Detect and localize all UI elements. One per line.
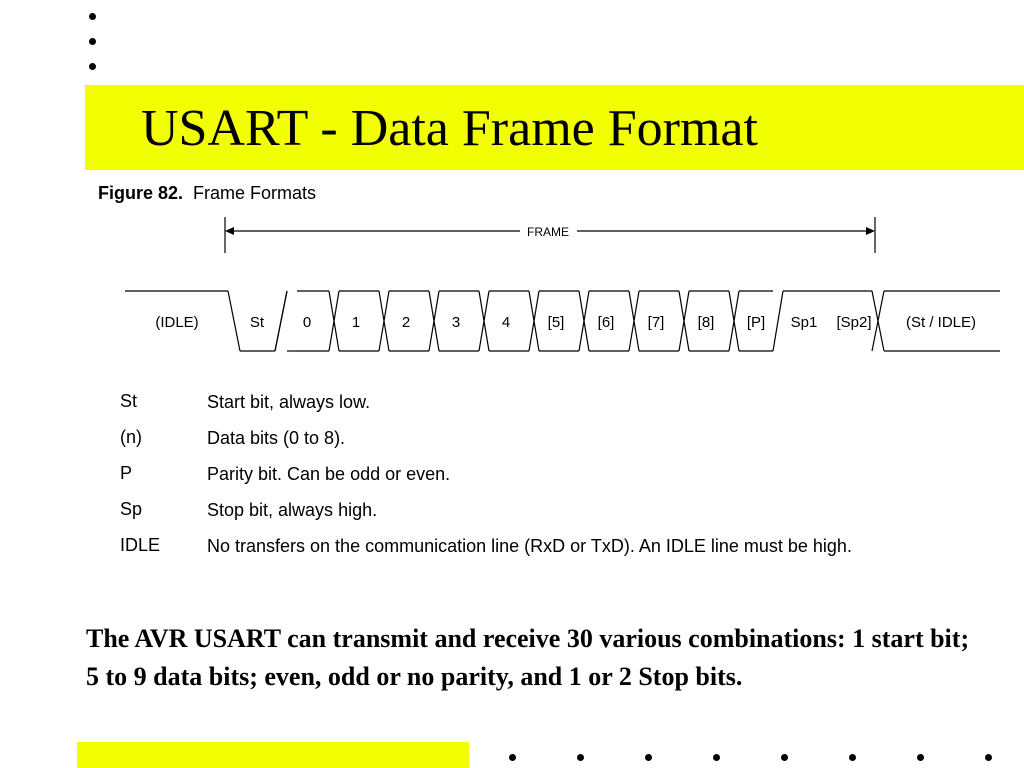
bit-label: St bbox=[249, 314, 265, 331]
frame-label: FRAME bbox=[527, 225, 569, 239]
legend-symbol: Sp bbox=[120, 499, 143, 519]
stop-rising-edge bbox=[773, 291, 783, 351]
bottom-bullet-2 bbox=[577, 754, 584, 761]
bit-label: [Sp2] bbox=[836, 314, 872, 331]
bit-label: (St / IDLE) bbox=[905, 314, 977, 331]
start-falling-edge bbox=[228, 291, 240, 351]
summary-text: The AVR USART can transmit and receive 30 various combinations: 1 start bit; 5 to 9 data bits; even, odd or no parity, and 1 or 2 Stop bits. bbox=[86, 624, 970, 691]
bit-labels bbox=[155, 314, 976, 331]
bit-label: [6] bbox=[597, 314, 615, 331]
bit-label: 4 bbox=[501, 314, 511, 331]
bit-label: (IDLE) bbox=[155, 314, 199, 331]
bit-label: 0 bbox=[302, 314, 312, 331]
figure-number: Figure 82. bbox=[98, 183, 184, 203]
figure-caption-text: Frame Formats bbox=[193, 183, 317, 203]
legend-symbol: (n) bbox=[120, 427, 142, 447]
slide-title: USART - Data Frame Format bbox=[141, 100, 758, 157]
bottom-bullet-5 bbox=[781, 754, 788, 761]
bottom-bullet-3 bbox=[645, 754, 652, 761]
footer-highlight-bar bbox=[77, 742, 469, 768]
bottom-bullet-7 bbox=[917, 754, 924, 761]
bottom-bullet-4 bbox=[713, 754, 720, 761]
bit-label: [P] bbox=[746, 314, 766, 331]
legend-description: Data bits (0 to 8). bbox=[207, 428, 346, 448]
bottom-bullet-8 bbox=[985, 754, 992, 761]
bit-label: [7] bbox=[647, 314, 665, 331]
legend-symbol: St bbox=[120, 391, 138, 411]
legend-description: Stop bit, always high. bbox=[207, 500, 378, 520]
bottom-bullet-1 bbox=[509, 754, 516, 761]
start-edge-shadow bbox=[275, 291, 287, 351]
legend-description: Start bit, always low. bbox=[207, 392, 371, 412]
legend-symbol: IDLE bbox=[120, 535, 161, 555]
legend-description: Parity bit. Can be odd or even. bbox=[207, 464, 451, 484]
bit-label: 3 bbox=[451, 314, 461, 331]
bit-label: Sp1 bbox=[790, 314, 818, 331]
bit-label: 1 bbox=[351, 314, 361, 331]
legend-description: No transfers on the communication line (RxD or TxD). An IDLE line must be high. bbox=[207, 536, 852, 556]
bit-label: [8] bbox=[697, 314, 715, 331]
legend-symbol: P bbox=[120, 463, 133, 483]
bit-label: 2 bbox=[401, 314, 411, 331]
bottom-bullet-6 bbox=[849, 754, 856, 761]
bit-label: [5] bbox=[547, 314, 565, 331]
frame-left-arrowhead bbox=[225, 227, 234, 235]
frame-right-arrowhead bbox=[866, 227, 875, 235]
